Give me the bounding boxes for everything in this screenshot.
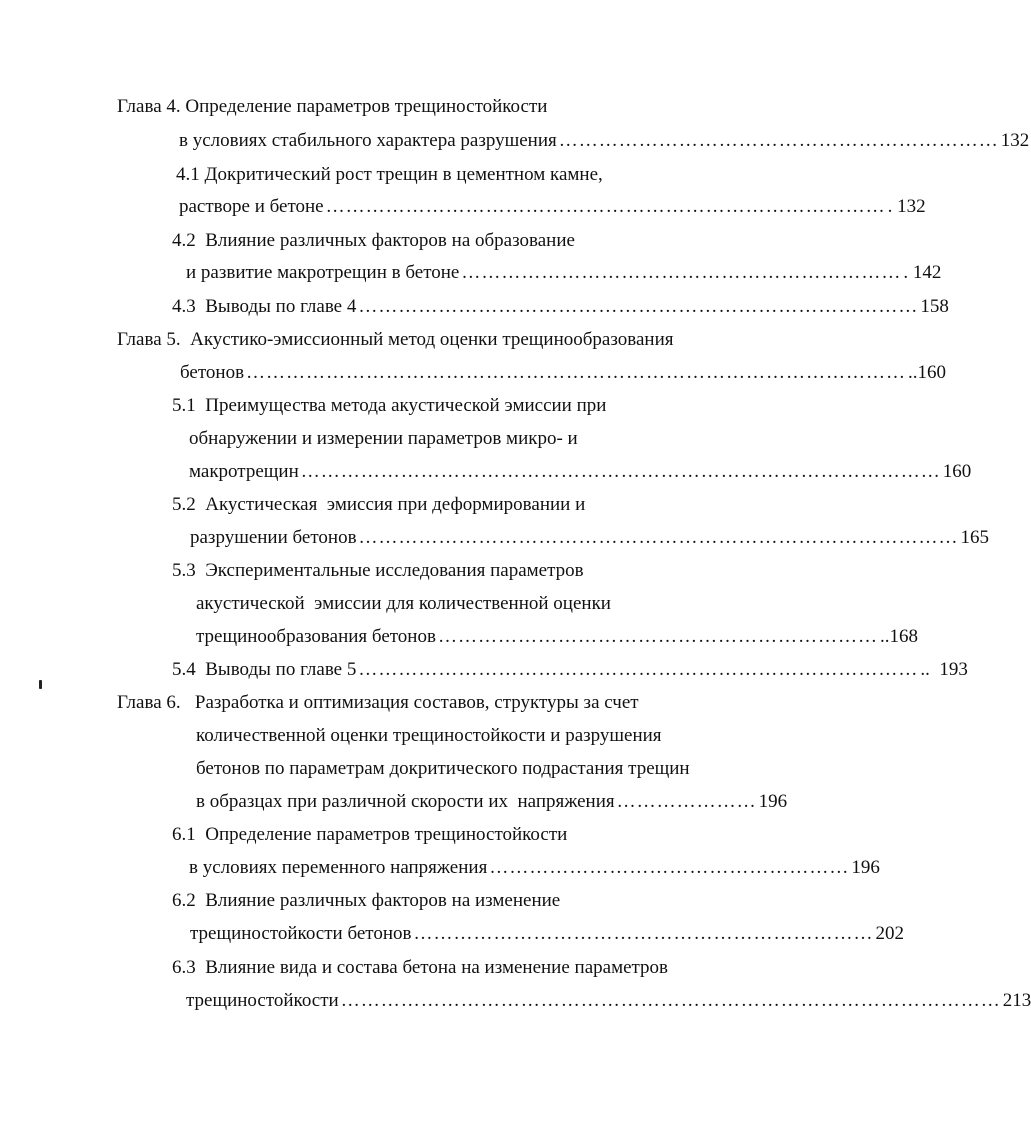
- toc-chapter-5-title: Глава 5. Акустико-эмиссионный метод оценки трещинообразования: [117, 329, 674, 350]
- toc-entry-text: в условиях стабильного характера разрушения: [179, 130, 557, 151]
- toc-page-number: ..160: [908, 362, 947, 383]
- toc-entry-section-6-3: [186, 989, 1031, 1013]
- toc-leader-dots: …………………………………………………………: [558, 130, 999, 151]
- toc-page-number: 160: [942, 461, 972, 482]
- toc-entry-text: макротрещин: [189, 461, 299, 482]
- toc-section-6-2-title: 6.2 Влияние различных факторов на изменение: [172, 890, 561, 911]
- toc-entry-text: растворе и бетоне: [179, 196, 324, 217]
- toc-page-number: ..168: [879, 626, 918, 647]
- toc-entry-text: в образцах при различной скорости их напряжения: [196, 791, 615, 812]
- toc-page-number: 196: [758, 791, 788, 812]
- toc-entry-text: трещиностойкости бетонов: [190, 923, 412, 944]
- toc-page-number: . 132: [887, 196, 926, 217]
- toc-page-number: 196: [851, 857, 880, 878]
- toc-entry-section-5-3: [196, 625, 918, 649]
- toc-chapter-4-title: Глава 4. Определение параметров трещиностойкости: [117, 96, 548, 117]
- toc-leader-dots: ……………………………………………………………: [413, 923, 874, 944]
- toc-chapter-6-line-3: бетонов по параметрам докритического подрастания трещин: [196, 758, 690, 779]
- toc-entry-section-5-4: [172, 658, 968, 682]
- toc-section-5-2-title: 5.2 Акустическая эмиссия при деформировании и: [172, 494, 586, 515]
- toc-entry-section-4-1: [179, 195, 926, 219]
- toc-section-5-1-line-2: обнаружении и измерении параметров микро- и: [189, 428, 578, 449]
- toc-entry-chapter-6: [196, 790, 788, 814]
- toc-leader-dots: ………………………………………………………………………………: [358, 527, 959, 548]
- toc-page-number: 213: [1002, 990, 1031, 1011]
- toc-page-number: . 142: [903, 262, 942, 283]
- toc-leader-dots: …………………………………………………………………………: [325, 196, 886, 217]
- toc-section-6-3-title: 6.3 Влияние вида и состава бетона на изменение параметров: [172, 957, 669, 978]
- toc-page-number: 132: [1000, 130, 1030, 151]
- toc-entry-text: в условиях переменного напряжения: [189, 857, 488, 878]
- toc-leader-dots: …………………………………………………………………………: [358, 659, 919, 680]
- toc-chapter-6-line-2: количественной оценки трещиностойкости и разрушения: [196, 725, 662, 746]
- toc-leader-dots: ………………………………………………………………………………………: [340, 990, 1001, 1011]
- toc-entry-section-6-2: [190, 922, 904, 946]
- toc-entry-section-4-2: [186, 261, 942, 285]
- toc-entry-text: разрушении бетонов: [190, 527, 357, 548]
- toc-page-number: 165: [960, 527, 990, 548]
- toc-page-number: .. 193: [920, 659, 968, 680]
- toc-leader-dots: ………………………………………………………………………………………: [246, 362, 907, 383]
- toc-leader-dots: …………………………………………………………………………: [358, 296, 919, 317]
- toc-leader-dots: …………………………………………………………: [461, 262, 902, 283]
- toc-entry-chapter-5: [180, 361, 947, 385]
- toc-section-5-3-title: 5.3 Экспериментальные исследования параметров: [172, 560, 584, 581]
- toc-chapter-6-title: Глава 6. Разработка и оптимизация составов, структуры за счет: [117, 692, 639, 713]
- toc-entry-text: и развитие макротрещин в бетоне: [186, 262, 460, 283]
- toc-entry-text: 4.3 Выводы по главе 4: [172, 296, 357, 317]
- toc-leader-dots: …………………………………………………………: [437, 626, 878, 647]
- toc-entry-section-4-3: [172, 295, 949, 319]
- scan-speck: [39, 680, 42, 689]
- toc-entry-section-6-1: [189, 856, 880, 880]
- toc-section-4-2-title: 4.2 Влияние различных факторов на образование: [172, 230, 575, 251]
- toc-section-5-3-line-2: акустической эмиссии для количественной оценки: [196, 593, 611, 614]
- toc-section-6-1-title: 6.1 Определение параметров трещиностойкости: [172, 824, 568, 845]
- toc-entry-text: трещинообразования бетонов: [196, 626, 436, 647]
- toc-page-number: 158: [920, 296, 949, 317]
- toc-entry-text: бетонов: [180, 362, 245, 383]
- toc-section-5-1-title: 5.1 Преимущества метода акустической эмиссии при: [172, 395, 607, 416]
- toc-entry-section-5-1: [189, 460, 972, 484]
- toc-section-4-1-title: 4.1 Докритический рост трещин в цементном камне,: [176, 164, 603, 185]
- toc-leader-dots: …………………: [616, 791, 757, 812]
- toc-entry-text: трещиностойкости: [186, 990, 339, 1011]
- toc-page-number: 202: [875, 923, 904, 944]
- toc-leader-dots: ………………………………………………: [489, 857, 850, 878]
- toc-entry-chapter-4: [179, 129, 1030, 153]
- toc-entry-text: 5.4 Выводы по главе 5: [172, 659, 357, 680]
- toc-leader-dots: ……………………………………………………………………………………: [300, 461, 941, 482]
- toc-entry-section-5-2: [190, 526, 990, 550]
